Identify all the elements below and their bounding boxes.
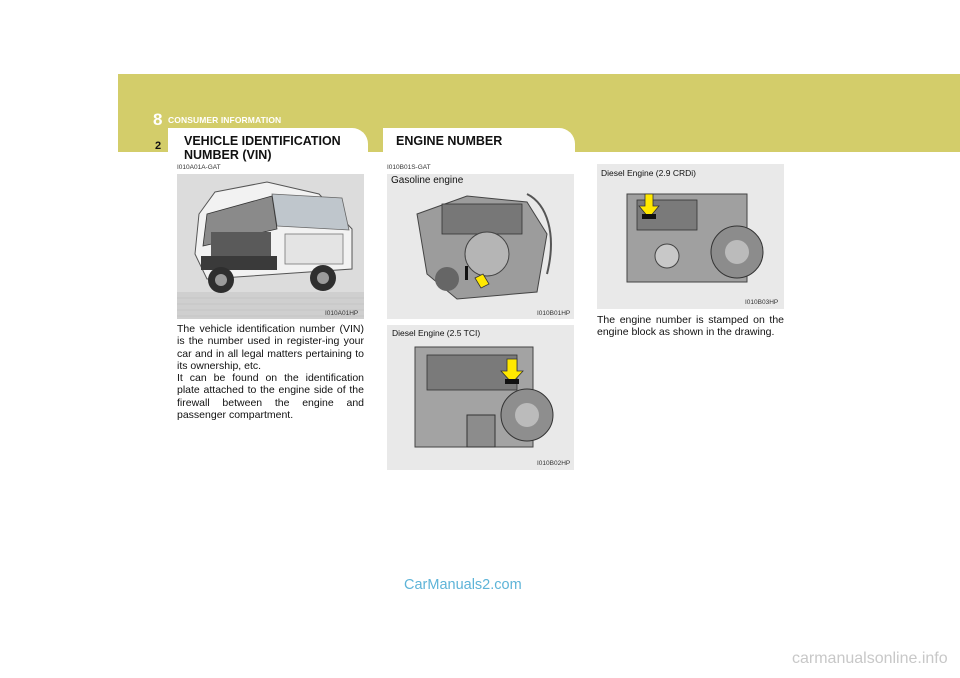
vin-heading-line2: NUMBER (VIN) <box>184 148 272 162</box>
chapter-number: 8 <box>153 110 163 129</box>
vin-paragraph-2: It can be found on the identification plate attached to the engine side of the firewall between the engine and passenger compartment. <box>177 372 364 422</box>
vin-image-label: I010A01HP <box>325 310 359 317</box>
gasoline-engine-image <box>387 174 574 319</box>
diesel-tci-image-label: I010B02HP <box>537 460 571 467</box>
diesel-tci-engine-image <box>387 325 574 470</box>
diesel-tci-caption: Diesel Engine (2.5 TCI) <box>392 328 481 338</box>
gasoline-image-label: I010B01HP <box>537 310 571 317</box>
vin-heading-line1: VEHICLE IDENTIFICATION <box>184 134 341 148</box>
diesel-crdi-caption: Diesel Engine (2.9 CRDi) <box>601 168 696 178</box>
vin-code: I010A01A-GAT <box>177 164 221 171</box>
vehicle-image <box>177 174 364 319</box>
diesel-tci-engine-icon <box>387 325 574 470</box>
suv-hood-open-icon <box>177 174 364 319</box>
gasoline-engine-icon <box>387 174 574 319</box>
diesel-crdi-engine-icon <box>597 164 784 309</box>
vin-description <box>177 323 364 421</box>
diesel-crdi-image-label: I010B03HP <box>745 299 779 306</box>
gasoline-caption: Gasoline engine <box>391 175 464 186</box>
watermark-footer: carmanualsonline.info <box>792 650 948 667</box>
watermark-center: CarManuals2.com <box>404 577 522 593</box>
page-number: 2 <box>155 140 162 152</box>
engine-heading: ENGINE NUMBER <box>396 134 503 148</box>
chapter-title: CONSUMER INFORMATION <box>168 115 282 125</box>
vin-paragraph-1: The vehicle identification number (VIN) is the number used in register-ing your car and in all legal matters pertaining to its ownership, etc. <box>177 323 364 372</box>
vin-heading <box>184 134 341 162</box>
engine-description: The engine number is stamped on the engine block as shown in the drawing. <box>597 314 784 339</box>
diesel-crdi-engine-image <box>597 164 784 309</box>
engine-code: I010B01S-GAT <box>387 164 431 171</box>
